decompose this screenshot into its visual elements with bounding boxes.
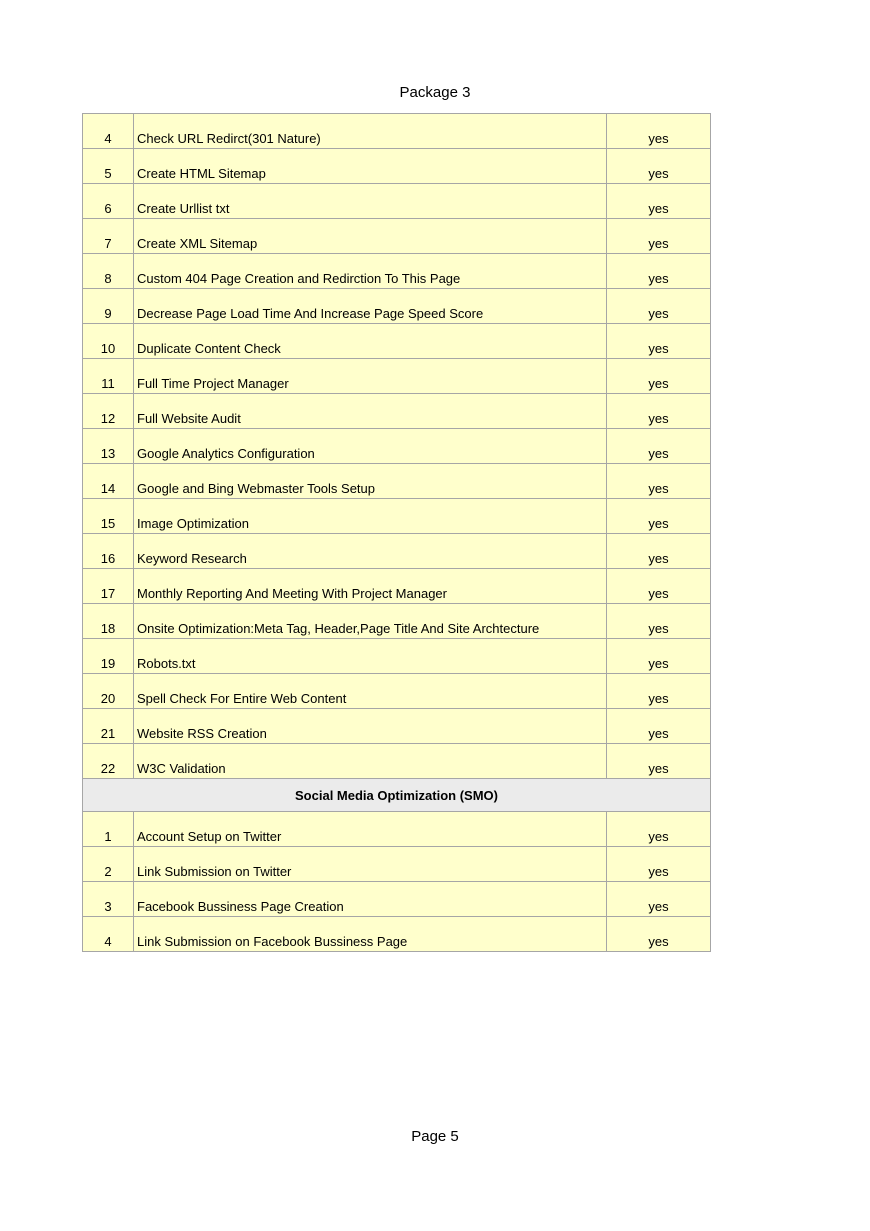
row-value: yes (607, 639, 711, 674)
row-task: Monthly Reporting And Meeting With Project Manager (134, 569, 607, 604)
row-value: yes (607, 289, 711, 324)
table-row (83, 534, 711, 569)
row-value: yes (607, 359, 711, 394)
table-row (83, 149, 711, 184)
package-table (82, 113, 711, 952)
row-value: yes (607, 882, 711, 917)
row-task: Create XML Sitemap (134, 219, 607, 254)
row-value: yes (607, 847, 711, 882)
row-number: 20 (83, 674, 134, 709)
row-number: 18 (83, 604, 134, 639)
table-row (83, 219, 711, 254)
table-row (83, 882, 711, 917)
row-task: Link Submission on Twitter (134, 847, 607, 882)
row-task: Create HTML Sitemap (134, 149, 607, 184)
table-row (83, 639, 711, 674)
table-row (83, 812, 711, 847)
row-value: yes (607, 604, 711, 639)
row-task: Keyword Research (134, 534, 607, 569)
row-task: Spell Check For Entire Web Content (134, 674, 607, 709)
row-task: Full Website Audit (134, 394, 607, 429)
row-number: 13 (83, 429, 134, 464)
table-row (83, 674, 711, 709)
row-value: yes (607, 149, 711, 184)
table-row (83, 604, 711, 639)
table-row (83, 847, 711, 882)
package-table-body (83, 114, 711, 952)
row-number: 7 (83, 219, 134, 254)
row-value: yes (607, 429, 711, 464)
row-task: Robots.txt (134, 639, 607, 674)
row-value: yes (607, 744, 711, 779)
row-task: W3C Validation (134, 744, 607, 779)
table-row (83, 429, 711, 464)
table-row (83, 394, 711, 429)
row-value: yes (607, 709, 711, 744)
row-task: Google and Bing Webmaster Tools Setup (134, 464, 607, 499)
table-row (83, 464, 711, 499)
row-task: Check URL Redirct(301 Nature) (134, 114, 607, 149)
row-number: 4 (83, 917, 134, 952)
row-task: Decrease Page Load Time And Increase Page Speed Score (134, 289, 607, 324)
table-row (83, 499, 711, 534)
row-value: yes (607, 499, 711, 534)
row-value: yes (607, 184, 711, 219)
row-number: 4 (83, 114, 134, 149)
page-footer-number: Page 5 (411, 1128, 459, 1145)
table-row (83, 254, 711, 289)
row-task: Onsite Optimization:Meta Tag, Header,Page Title And Site Archtecture (134, 604, 607, 639)
row-number: 12 (83, 394, 134, 429)
row-value: yes (607, 812, 711, 847)
row-task: Full Time Project Manager (134, 359, 607, 394)
page-header-title: Package 3 (399, 84, 471, 101)
row-number: 14 (83, 464, 134, 499)
row-number: 19 (83, 639, 134, 674)
table-row (83, 324, 711, 359)
row-number: 2 (83, 847, 134, 882)
row-value: yes (607, 534, 711, 569)
row-number: 1 (83, 812, 134, 847)
row-number: 15 (83, 499, 134, 534)
row-value: yes (607, 324, 711, 359)
row-task: Facebook Bussiness Page Creation (134, 882, 607, 917)
table-row (83, 114, 711, 149)
row-number: 21 (83, 709, 134, 744)
row-number: 17 (83, 569, 134, 604)
row-task: Website RSS Creation (134, 709, 607, 744)
row-number: 11 (83, 359, 134, 394)
table-row (83, 744, 711, 779)
table-row (83, 569, 711, 604)
row-task: Account Setup on Twitter (134, 812, 607, 847)
row-number: 6 (83, 184, 134, 219)
row-number: 8 (83, 254, 134, 289)
row-value: yes (607, 219, 711, 254)
row-value: yes (607, 917, 711, 952)
section-header-smo: Social Media Optimization (SMO) (83, 779, 711, 812)
row-number: 10 (83, 324, 134, 359)
section-header-row (83, 779, 711, 812)
row-task: Custom 404 Page Creation and Redirction To This Page (134, 254, 607, 289)
table-row (83, 709, 711, 744)
row-number: 16 (83, 534, 134, 569)
table-row (83, 184, 711, 219)
row-value: yes (607, 569, 711, 604)
row-value: yes (607, 254, 711, 289)
row-task: Create Urllist txt (134, 184, 607, 219)
row-value: yes (607, 464, 711, 499)
table-row (83, 289, 711, 324)
row-number: 22 (83, 744, 134, 779)
row-task: Image Optimization (134, 499, 607, 534)
row-task: Duplicate Content Check (134, 324, 607, 359)
row-number: 9 (83, 289, 134, 324)
row-number: 3 (83, 882, 134, 917)
row-value: yes (607, 674, 711, 709)
row-number: 5 (83, 149, 134, 184)
table-row (83, 359, 711, 394)
row-value: yes (607, 394, 711, 429)
row-task: Google Analytics Configuration (134, 429, 607, 464)
row-value: yes (607, 114, 711, 149)
row-task: Link Submission on Facebook Bussiness Page (134, 917, 607, 952)
table-row (83, 917, 711, 952)
